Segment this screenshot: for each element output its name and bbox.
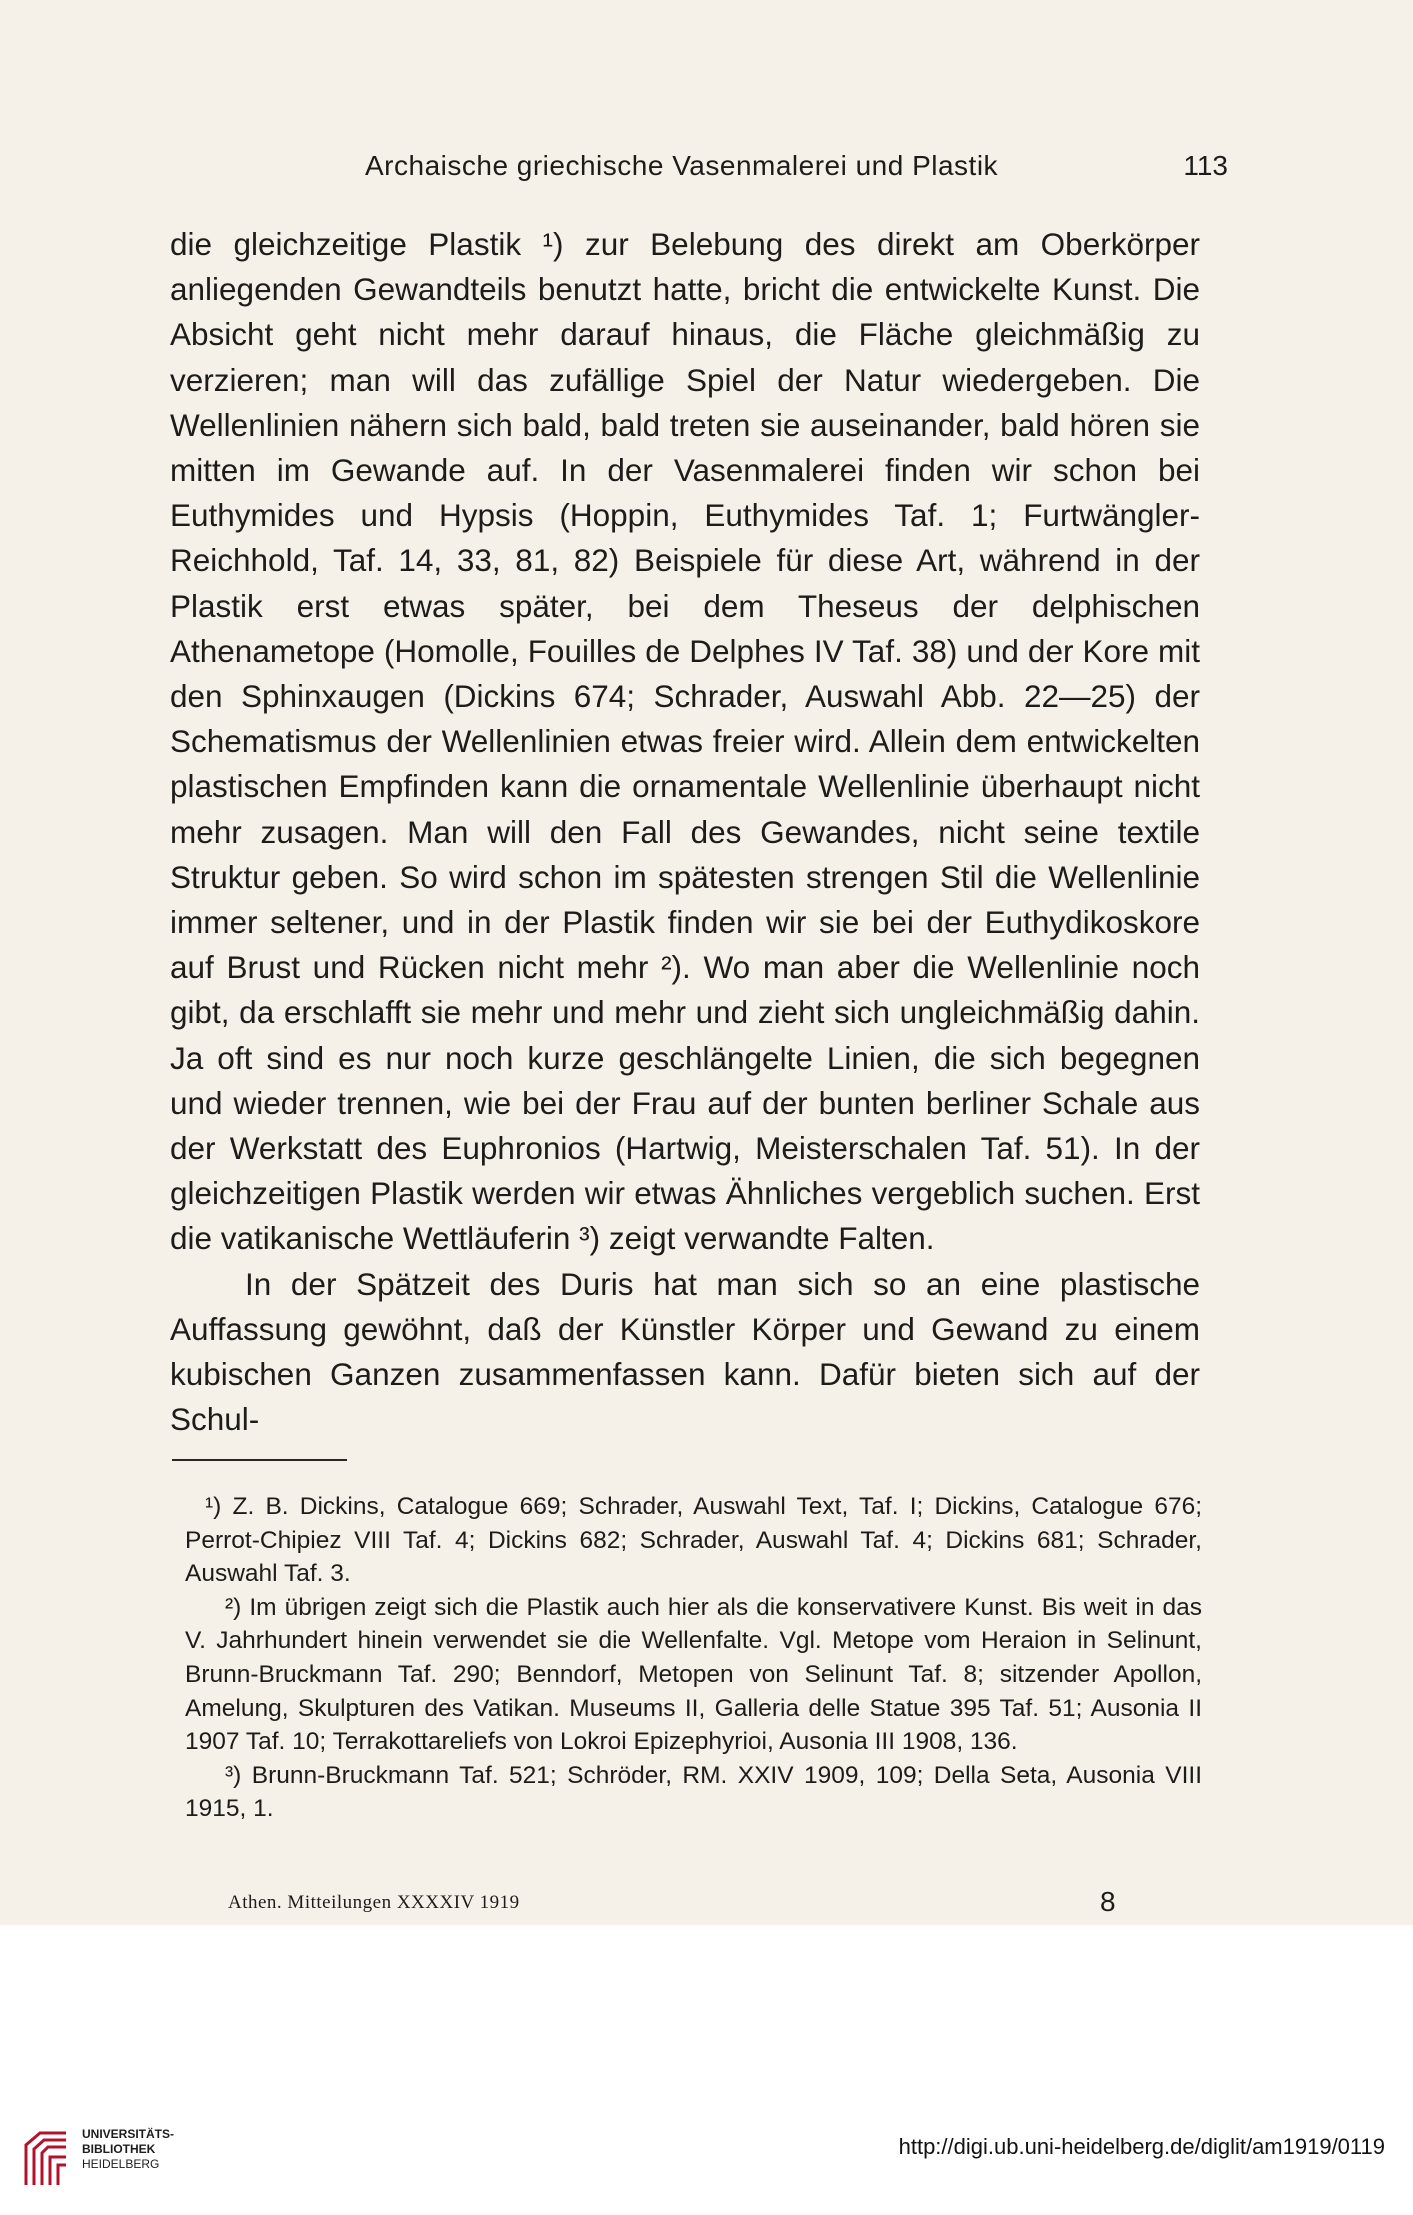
footnote-1: ¹) Z. B. Dickins, Catalogue 669; Schrader, Auswahl Text, Taf. I; Dickins, Catalogue 676; Perrot-Chipiez VIII Taf. 4; Dickins 682; Schrader, Auswahl Taf. 4; Dickins 681; Schrader, Auswahl Taf. 3. <box>185 1493 1202 1588</box>
footnotes <box>185 1490 1202 1826</box>
journal-signature: Athen. Mitteilungen XXXXIV 1919 <box>228 1892 520 1913</box>
footnote-3: ³) Brunn-Bruckmann Taf. 521; Schröder, RM. XXIV 1909, 109; Della Seta, Ausonia VIII 1915, 1. <box>185 1761 1202 1823</box>
source-url-link[interactable]: http://digi.ub.uni-heidelberg.de/diglit/am1919/0119 <box>898 2134 1385 2159</box>
sheet-signature: 8 <box>1100 1886 1116 1917</box>
paragraph-1: die gleichzeitige Plastik ¹) zur Belebung des direkt am Oberkörper anliegenden Gewandteils benutzt hatte, bricht die entwickelte Kunst. Die Absicht geht nicht mehr darauf hinaus, die Fläche gleichmäßig zu verzieren; man will das zufällige Spiel der Natur wiedergeben. Die Wellenlinien nähern sich bald, bald treten sie auseinander, bald hören sie mitten im Gewande auf. In der Vasenmalerei finden wir schon bei Euthymides und Hypsis (Hoppin, Euthymides Taf. 1; Furtwängler-Reichhold, Taf. 14, 33, 81, 82) Beispiele für diese Art, während in der Plastik erst etwas später, bei dem Theseus der delphischen Athenametope (Homolle, Fouilles de Delphes IV Taf. 38) und der Kore mit den Sphinxaugen (Dickins 674; Schrader, Auswahl Abb. 22—25) der Schematismus der Wellenlinien etwas freier wird. Allein dem entwickelten plastischen Empfinden kann die ornamentale Wellenlinie überhaupt nicht mehr zusagen. Man will den Fall des Gewandes, nicht seine textile Struktur geben. So wird schon im spätesten strengen Stil die Wellenlinie immer seltener, und in der Plastik finden wir sie bei der Euthydikoskore auf Brust und Rücken nicht mehr ²). Wo man aber die Wellenlinie noch gibt, da erschlafft sie mehr und mehr und zieht sich ungleichmäßig dahin. Ja oft sind es nur noch kurze geschlängelte Linien, die sich begegnen und wieder trennen, wie bei der Frau auf der bunten berliner Schale aus der Werkstatt des Euphronios (Hartwig, Meisterschalen Taf. 51). In der gleichzeitigen Plastik werden wir etwas Ähnliches vergeblich suchen. Erst die vatikanische Wettläuferin ³) zeigt verwandte Falten. <box>170 226 1200 1257</box>
footnote-separator <box>172 1459 347 1461</box>
footnote-2: ²) Im übrigen zeigt sich die Plastik auch hier als die konservativere Kunst. Bis weit in das V. Jahrhundert hinein verwendet sie die Wellenfalte. Vgl. Metope vom Heraion in Selinunt, Brunn-Bruckmann Taf. 290; Benndorf, Metopen von Selinunt Taf. 8; sitzender Apollon, Amelung, Skulpturen des Vatikan. Museums II, Galleria delle Statue 395 Taf. 51; Ausonia II 1907 Taf. 10; Terrakottareliefs von Lokroi Epizephyrioi, Ausonia III 1908, 136. <box>185 1593 1202 1756</box>
library-line-3: HEIDELBERG <box>82 2157 160 2171</box>
page-header <box>170 150 1228 190</box>
paragraph-2: In der Spätzeit des Duris hat man sich so an eine plastische Auffassung gewöhnt, daß der Künstler Körper und Gewand zu einem kubischen Ganzen zusammenfassen kann. Dafür bieten sich auf der Schul- <box>170 1265 1200 1438</box>
page-number: 113 <box>1183 150 1228 181</box>
running-title: Archaische griechische Vasenmalerei und Plastik <box>365 150 999 181</box>
library-name <box>82 2127 174 2172</box>
main-text <box>170 222 1200 1442</box>
library-line-2: BIBLIOTHEK <box>82 2142 156 2156</box>
library-line-1: UNIVERSITÄTS- <box>82 2127 175 2141</box>
